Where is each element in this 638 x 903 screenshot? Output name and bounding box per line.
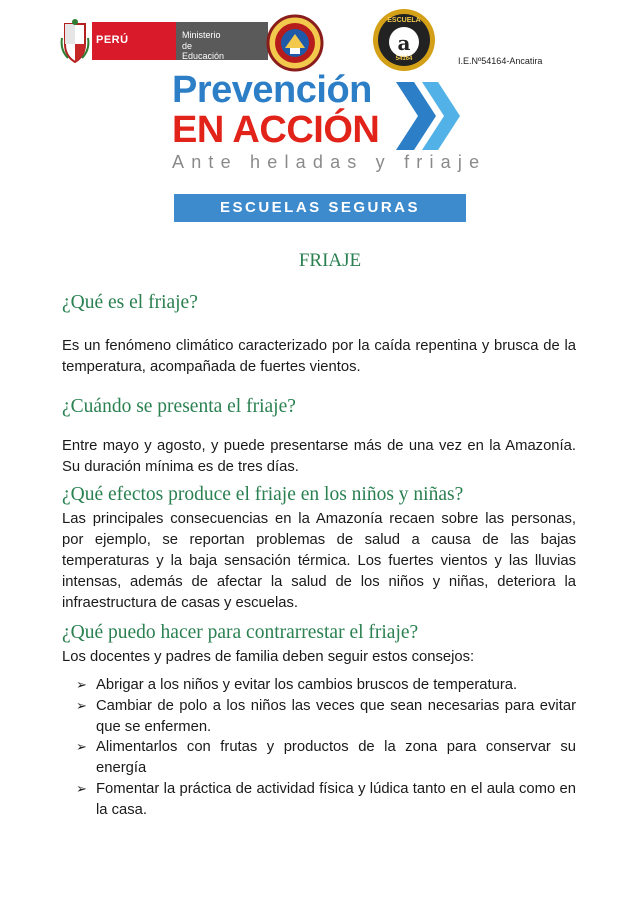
section-question-3: ¿Qué efectos produce el friaje en los niños y niñas? [62,484,464,505]
peru-label: PERÚ [96,34,129,46]
document-title: FRIAJE [298,250,362,271]
section-answer-1: Es un fenómeno climático caracterizado por la caída repentina y brusca de la temperatura, acompañada de fuertes vientos. [62,338,576,375]
campaign-title-line2: EN ACCIÓN [172,109,380,151]
list-item [76,737,576,779]
school-code: I.E.Nº54164-Ancatira [458,56,543,66]
arrow-bullet-icon: ➢ [76,739,87,755]
double-chevron-right-icon [392,76,464,156]
arrow-bullet-icon: ➢ [76,780,87,796]
school-seal-icon [266,14,324,72]
advice-text: Cambiar de polo a los niños las veces que sean necesarias para evitar que se enfermen. [96,697,576,735]
section-question-1: ¿Qué es el friaje? [62,292,198,313]
ministry-logo [60,16,225,68]
escuelas-seguras-banner [174,194,466,222]
svg-text:a: a [397,31,411,55]
section-answer-3: Las principales consecuencias en la Amazonía recaen sobre las personas, por ejemplo, se reportan problemas de salud a causa de las bajas temperaturas y la baja sensación térmica. Los fuertes vientos y las lluvias intensas, además de afectar la salud de los niños y niñas, deteriora la infraestructura de casas y escuelas. [62,511,576,611]
seal-code-label: 54164 [395,56,413,62]
campaign-subtitle: Ante heladas y friaje [172,152,487,172]
arrow-bullet-icon: ➢ [76,697,87,713]
seal-escuela-label: ESCUELA [387,17,421,24]
coat-of-arms-icon [60,18,90,64]
section-question-4: ¿Qué puedo hacer para contrarrestar el friaje? [62,622,419,643]
advice-text: Fomentar la práctica de actividad física y lúdica tanto en el aula como en la casa. [96,780,576,818]
advice-text: Alimentarlos con frutas y productos de la zona para conservar su energía [96,739,576,777]
arrow-bullet-icon: ➢ [76,677,87,692]
advice-list [76,675,576,821]
section-question-2: ¿Cuándo se presenta el friaje? [62,396,296,417]
banner-label: ESCUELAS SEGURAS [219,199,421,216]
list-item [76,675,576,696]
list-item [76,696,576,738]
section-answer-4: Los docentes y padres de familia deben seguir estos consejos: [62,649,475,665]
escuela-seal [372,8,436,72]
section-answer-2: Entre mayo y agosto, y puede presentarse más de una vez en la Amazonía. Su duración mínima es de tres días. [62,438,576,475]
ministry-label-line1: Ministerio [182,30,221,40]
advice-text: Abrigar a los niños y evitar los cambios bruscos de temperatura. [96,677,518,693]
list-item [76,779,576,821]
ministry-label-line2: de Educación [182,41,225,61]
campaign-title-line1: Prevención [172,69,372,111]
